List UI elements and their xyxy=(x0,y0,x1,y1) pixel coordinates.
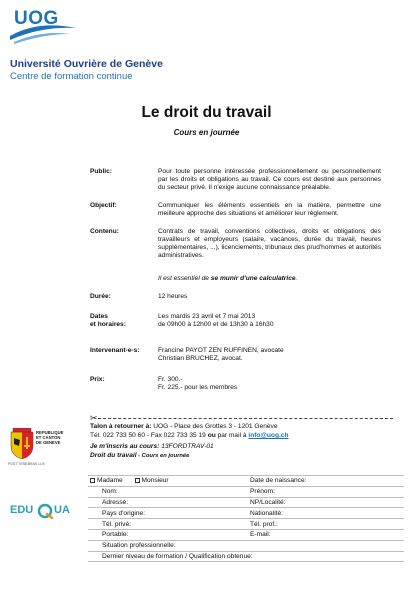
prix-section xyxy=(90,376,381,392)
duree-text: 12 heures xyxy=(158,293,188,300)
geneve-tagline: POST TENEBRAS LUX xyxy=(8,462,46,466)
geneve-shield-icon xyxy=(10,428,34,460)
monsieur-checkbox[interactable] xyxy=(135,478,140,483)
objectif-section xyxy=(90,202,381,218)
prix-line2: Fr. 225.- pour les membres xyxy=(158,384,238,391)
dates-line2: de 09h00 à 12h00 et de 13h30 à 16h30 xyxy=(158,321,274,328)
centre-name: Centre de formation continue xyxy=(10,71,133,82)
tel-prof-field[interactable]: Tél. prof.: xyxy=(248,519,404,530)
talon-phone: Tél. 022 733 50 60 - Fax 022 733 35 19 xyxy=(90,432,208,439)
eduqua-q-icon xyxy=(36,503,54,519)
dates-label xyxy=(90,313,152,329)
prix-line1: Fr. 300.- xyxy=(158,376,183,383)
eduqua-left-text: EDU xyxy=(10,504,34,516)
nom-field[interactable]: Nom: xyxy=(88,486,248,497)
inscris-course-name: Droit du travail xyxy=(90,452,137,459)
geneve-line1: REPUBLIQUE xyxy=(36,430,64,435)
title-cell xyxy=(88,476,248,487)
cut-line xyxy=(98,418,393,419)
dates-line1: Les mardis 23 avril et 7 mai 2013 xyxy=(158,313,256,320)
university-name: Université Ouvrière de Genève xyxy=(10,58,163,70)
public-text: Pour toute personne intéressée professionnellement ou personnellement par les droits et obligations au travail. Ce cours est destiné aux personnes du secteur privé. Il n'exige aucune connaissance préalable. xyxy=(158,168,381,191)
dates-label-line1: Dates xyxy=(90,313,108,320)
monsieur-label: Monsieur xyxy=(141,477,169,485)
eduqua-logo xyxy=(10,502,76,522)
talon-block xyxy=(90,422,403,461)
prix-label: Prix: xyxy=(90,376,105,383)
calculator-note-bold: se munir d'une calculatrice xyxy=(210,275,296,282)
contenu-text: Contrats de travail, conventions collectives, droits et obligations des travailleurs et employeurs (salaire, vacances, durée du travail, heures supplémentaires, ...), licenciements, tribunaux des prud'hommes et autorités administratives. xyxy=(158,228,381,259)
uog-logo-text: UOG xyxy=(14,8,59,29)
intervenant-1: Francine PAYOT ZEN RUFFINEN, avocate xyxy=(158,347,284,354)
form-row xyxy=(88,486,404,497)
adresse-field[interactable]: Adresse: xyxy=(88,497,248,508)
dates-label-line2: et horaires: xyxy=(90,321,126,328)
uog-logo xyxy=(8,6,188,81)
portable-field[interactable]: Portable: xyxy=(88,529,248,540)
inscris-code: 13FORDTRAV-01 xyxy=(159,443,214,450)
calculator-note-prefix: Il est essentiel de xyxy=(158,275,211,282)
talon-ou: ou xyxy=(207,432,216,439)
duree-label: Durée: xyxy=(90,293,111,300)
eduqua-right-text: UA xyxy=(54,504,70,516)
form-row xyxy=(88,508,404,519)
duree-section xyxy=(90,293,381,301)
geneve-logo xyxy=(8,428,78,473)
situation-field[interactable]: Situation professionnelle: xyxy=(88,540,404,551)
nationalite-field[interactable]: Nationalité: xyxy=(248,508,404,519)
form-row xyxy=(88,540,404,551)
geneve-line2: ET CANTON xyxy=(36,435,61,440)
form-row xyxy=(88,529,404,540)
inscris-label: Je m'inscris au cours: xyxy=(90,443,160,450)
np-localite-field[interactable]: NP/Localité: xyxy=(248,497,404,508)
objectif-text: Communiquer les éléments essentiels en la matière, permettre une meilleure approche des situations et améliorer leur règlement. xyxy=(158,202,381,217)
intervenant-2: Christian BRUCHEZ, avocat. xyxy=(158,355,243,362)
course-title: Le droit du travail xyxy=(141,104,272,121)
talon-label: Talon à retourner à: xyxy=(90,423,152,430)
contenu-label: Contenu: xyxy=(90,228,119,235)
geneve-text xyxy=(36,430,63,445)
intervenants-section xyxy=(90,347,381,363)
talon-email-link[interactable]: info@uog.ch xyxy=(248,432,289,439)
form-row xyxy=(88,476,404,487)
contenu-section xyxy=(90,228,381,260)
geneve-line3: DE GENEVE xyxy=(36,440,61,445)
madame-checkbox[interactable] xyxy=(90,478,95,483)
inscris-course-type: - Cours en journée xyxy=(136,453,190,459)
registration-form xyxy=(88,475,404,562)
calculator-note xyxy=(90,275,381,283)
objectif-label: Objectif: xyxy=(90,202,117,209)
course-subtitle: Cours en journée xyxy=(173,128,240,137)
form-row xyxy=(88,551,404,562)
prenom-field[interactable]: Prénom: xyxy=(248,486,404,497)
scissors-icon: ✂ xyxy=(90,413,98,423)
email-field[interactable]: E-mail: xyxy=(248,529,404,540)
form-row xyxy=(88,497,404,508)
intervenants-label: Intervenant-e-s: xyxy=(90,347,140,354)
form-row xyxy=(88,519,404,530)
public-section xyxy=(90,168,381,192)
pays-field[interactable]: Pays d'origine: xyxy=(88,508,248,519)
talon-address: UOG - Place des Grottes 3 - 1201 Genève xyxy=(151,423,278,430)
tel-prive-field[interactable]: Tél. privé: xyxy=(88,519,248,530)
date-naissance-field[interactable]: Date de naissance: xyxy=(248,476,404,487)
dates-section xyxy=(90,313,381,329)
talon-email-prefix: par mail à xyxy=(215,432,249,439)
public-label: Public: xyxy=(90,168,112,175)
niveau-field[interactable]: Dernier niveau de formation / Qualification obtenue: xyxy=(88,551,404,562)
calculator-note-suffix: . xyxy=(295,275,298,282)
madame-label: Madame xyxy=(97,477,123,485)
